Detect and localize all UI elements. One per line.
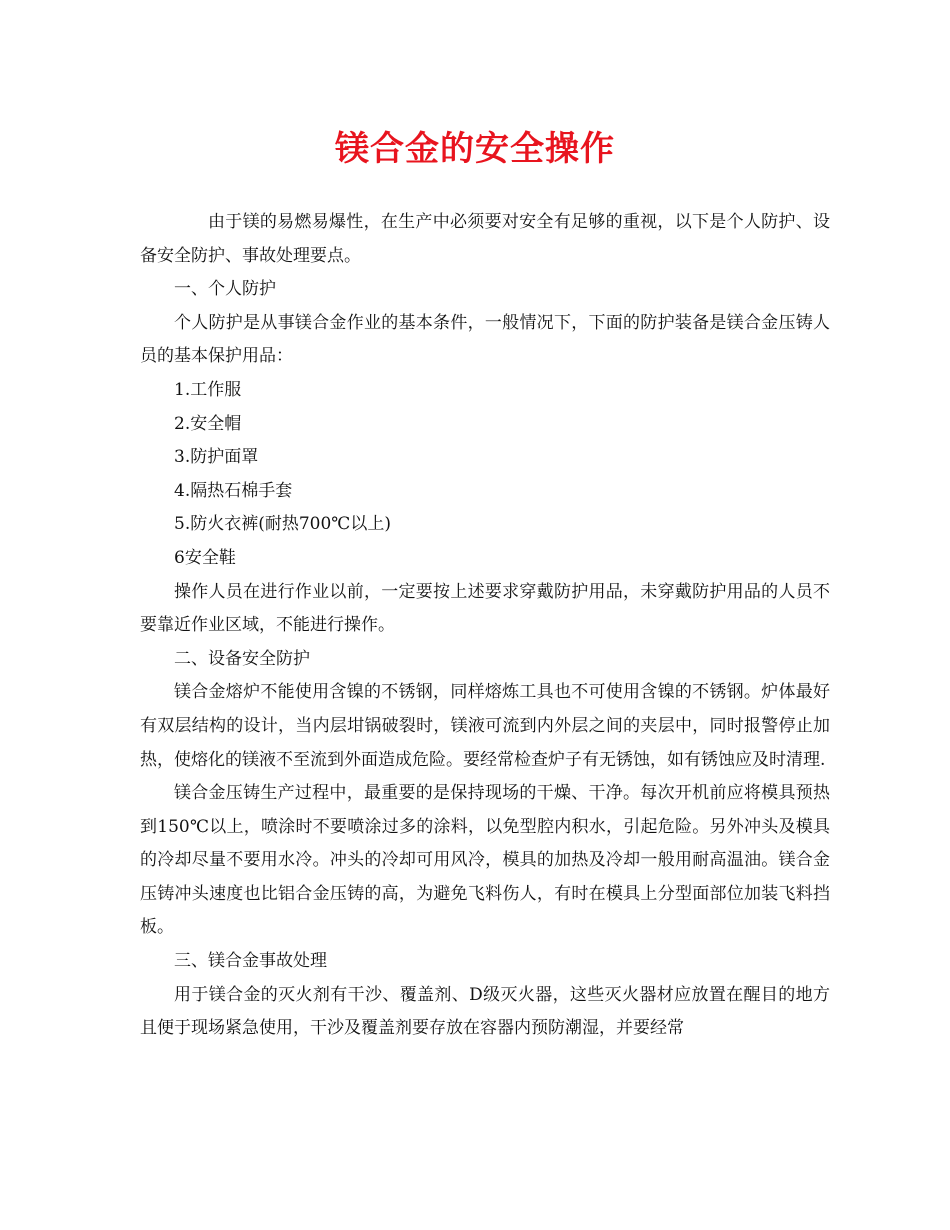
- document-body: [140, 206, 830, 1046]
- list-item: 3.防护面罩: [174, 447, 259, 468]
- equipment-safety-paragraph-diecasting: 镁合金压铸生产过程中，最重要的是保持现场的干燥、干净。每次开机前应将模具预热到150℃以上，喷涂时不要喷涂过多的涂料，以免型腔内积水，引起危险。另外冲头及模具的冷却尽量不要用水冷。冲头的冷却可用风冷，模具的加热及冷却一般用耐高温油。镁合金压铸冲头速度也比铝合金压铸的高，为避免飞料伤人，有时在模具上分型面部位加装飞料挡板。: [140, 783, 830, 938]
- equipment-safety-paragraph-furnace: 镁合金熔炉不能使用含镍的不锈钢，同样熔炼工具也不可使用含镍的不锈钢。炉体最好有双层结构的设计，当内层坩锅破裂时，镁液可流到内外层之间的夹层中，同时报警停止加热，使熔化的镁液不至流到外面造成危险。要经常检查炉子有无锈蚀，如有锈蚀应及时清理.: [140, 682, 830, 770]
- list-item: 5.防火衣裤(耐热700℃以上): [174, 514, 391, 535]
- section-heading-equipment-safety: 二、设备安全防护: [174, 648, 310, 669]
- list-item: 6安全鞋: [174, 547, 236, 568]
- intro-paragraph: 由于镁的易燃易爆性，在生产中必须要对安全有足够的重视，以下是个人防护、设备安全防护、事故处理要点。: [140, 212, 830, 266]
- accident-handling-paragraph: 用于镁合金的灭火剂有干沙、覆盖剂、D级灭火器，这些灭火器材应放置在醒目的地方且便于现场紧急使用，干沙及覆盖剂要存放在容器内预防潮湿，并要经常: [140, 984, 830, 1039]
- section-heading-accident-handling: 三、镁合金事故处理: [174, 951, 327, 972]
- document-title: 镁合金的安全操作: [335, 129, 615, 169]
- list-item: 1.工作服: [174, 379, 242, 400]
- list-item: 4.隔热石棉手套: [174, 480, 293, 501]
- personal-protection-closing: 操作人员在进行作业以前，一定要按上述要求穿戴防护用品，未穿戴防护用品的人员不要靠近作业区域，不能进行操作。: [140, 581, 830, 636]
- personal-protection-paragraph: 个人防护是从事镁合金作业的基本条件，一般情况下，下面的防护装备是镁合金压铸人员的基本保护用品：: [140, 312, 830, 367]
- protective-equipment-list: [140, 374, 830, 576]
- list-item: 2.安全帽: [174, 413, 242, 434]
- section-heading-personal-protection: 一、个人防护: [174, 279, 276, 300]
